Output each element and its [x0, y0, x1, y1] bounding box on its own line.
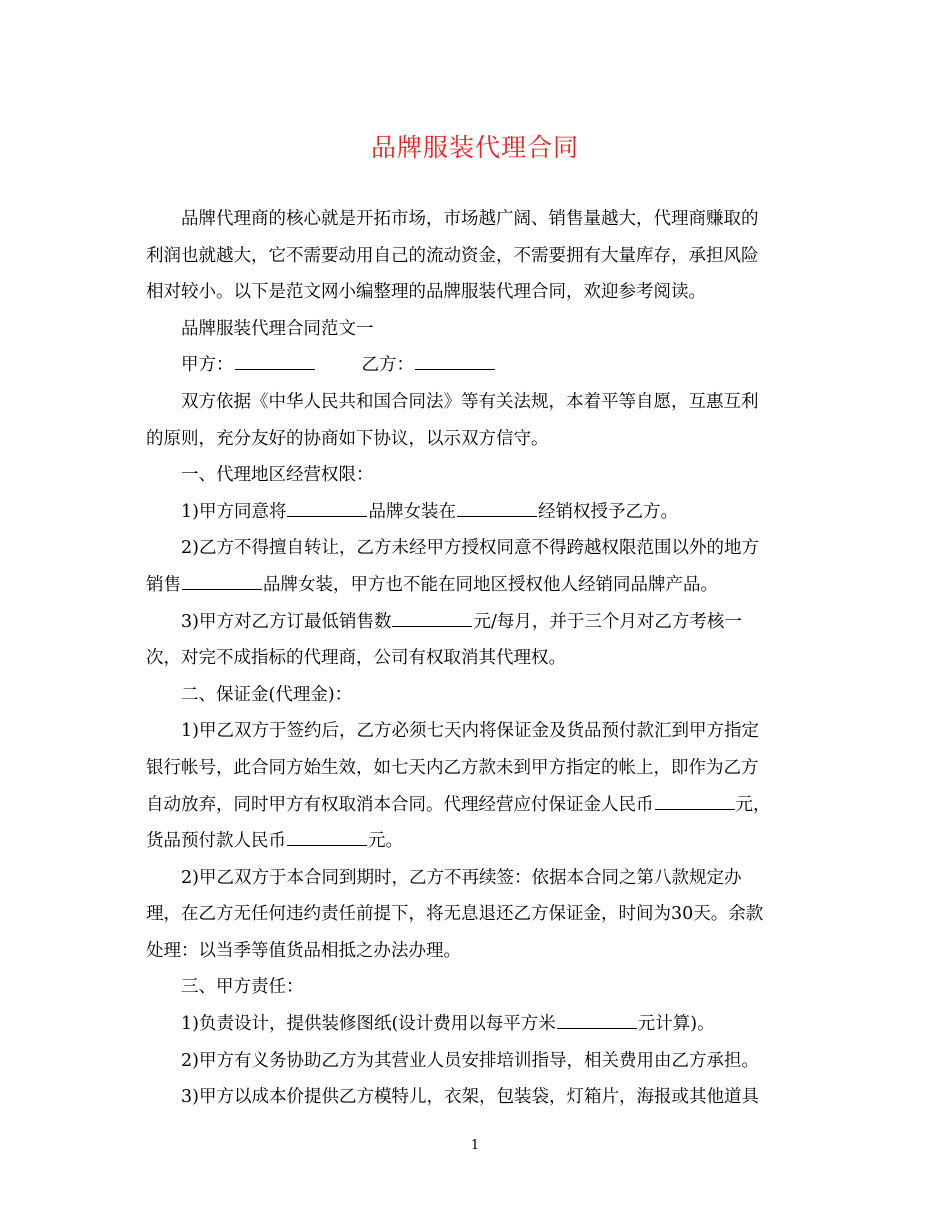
party-b-blank — [415, 349, 495, 370]
document-body: 品牌代理商的核心就是开拓市场，市场越广阔、销售量越大，代理商赚取的 利润也就越大，它不需要动用自己的流动资金，不需要拥有大量库存，承担风险 相对较小。以下是范文网小编整理的品牌服装代理合同，欢迎参考阅读。 品牌服装代理合同范文一 甲方： 乙方： 双方依据《中华人民共和国合同法》等有关法规，本着平等自愿，互惠互利 的原则，充分友好的协商如下协议，以示双方信守。 一、代理地区经营权限： 1)甲方同意将 品牌女装在 经销权授予乙方。 2)乙方不得擅自转让，乙方未经甲方授权同意不得跨越权限范围以外的地方 销售 品牌女装，甲方也不能在同地区授权他人经销同品牌产品。 3)甲方对乙方订最低销售数 元/每月，并于三个月对乙方考核一 次，对完不成指标的代理商，公司有权取消其代理权。 二、保证金(代理金)： 1)甲乙双方于签约后，乙方必须七天内将保证金及货品预付款汇到甲方指定 银行帐号，此合同方始生效，如七天内乙方款未到甲方指定的帐上，即作为乙方 自动放弃，同时甲方有权取消本合同。代理经营应付保证金人民币 元， 货品预付款人民币 元。 2)甲乙双方于本合同到期时，乙方不再续签：依据本合同之第八款规定办 理，在乙方无任何违约责任前提下，将无息退还乙方保证金，时间为30天。余款 处理：以当季等值货品相抵之办法办理。 三、甲方责任： 1)负责设计，提供装修图纸(设计费用以每平方米 元计算)。 2)甲方有义务协助乙方为其营业人员安排培训指导，相关费用由乙方承担。 3)甲方以成本价提供乙方模特儿，衣架，包装袋，灯箱片，海报或其他道具 — [146, 201, 806, 1116]
parties-line — [146, 347, 806, 384]
document-title: 品牌服装代理合同 — [370, 133, 579, 162]
section3-item2: 2)甲方有义务协助乙方为其营业人员安排培训指导，相关费用由乙方承担。 — [181, 1050, 759, 1071]
party-a-label: 甲方： — [181, 355, 234, 376]
region-blank — [457, 496, 537, 517]
section1-item1: 1)甲方同意将 品牌女装在 经销权授予乙方。 — [146, 494, 806, 531]
party-a-blank — [235, 349, 315, 370]
section1-item2: 2)乙方不得擅自转让，乙方未经甲方授权同意不得跨越权限范围以外的地方 — [181, 538, 759, 559]
min-sales-blank — [392, 606, 472, 627]
brand-blank-2 — [182, 569, 262, 590]
brand-blank — [287, 496, 367, 517]
sample-heading: 品牌服装代理合同范文一 — [181, 318, 374, 339]
section2-item2: 2)甲乙双方于本合同到期时，乙方不再续签：依据本合同之第八款规定办 — [181, 867, 742, 888]
section3-item3: 3)甲方以成本价提供乙方模特儿，衣架，包装袋，灯箱片，海报或其他道具 — [181, 1087, 759, 1108]
section1-item3: 3)甲方对乙方订最低销售数 元/每月，并于三个月对乙方考核一 — [146, 604, 806, 641]
party-b-label: 乙方： — [361, 355, 414, 376]
prepayment-blank — [287, 825, 367, 846]
section3-item1: 1)负责设计，提供装修图纸(设计费用以每平方米 元计算)。 — [146, 1006, 806, 1043]
section2-item1: 1)甲乙双方于签约后，乙方必须七天内将保证金及货品预付款汇到甲方指定 — [181, 721, 759, 742]
preamble-paragraph: 双方依据《中华人民共和国合同法》等有关法规，本着平等自愿，互惠互利 — [181, 391, 759, 412]
section1-heading: 一、代理地区经营权限： — [181, 465, 374, 486]
intro-paragraph: 品牌代理商的核心就是开拓市场，市场越广阔、销售量越大，代理商赚取的 — [181, 209, 759, 229]
deposit-blank — [655, 789, 735, 810]
page-number: 1 — [470, 1138, 480, 1153]
design-fee-blank — [557, 1008, 637, 1029]
section3-heading: 三、甲方责任： — [181, 977, 304, 998]
section2-heading: 二、保证金(代理金)： — [181, 684, 353, 705]
